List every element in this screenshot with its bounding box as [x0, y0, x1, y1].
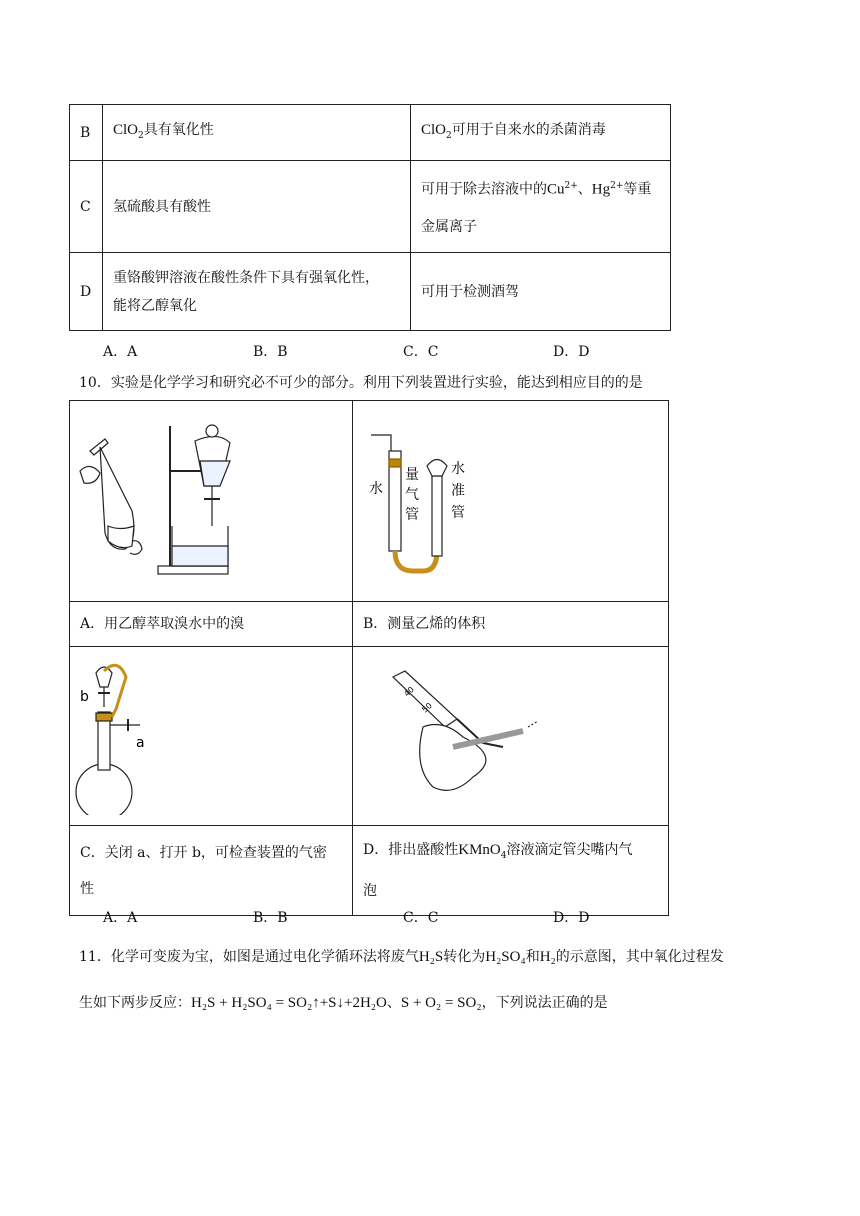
- formula: Hg: [591, 181, 611, 198]
- water-label: 水: [369, 481, 383, 497]
- row-letter: C: [70, 161, 103, 253]
- gas-tube-label-3: 管: [405, 507, 419, 523]
- use-cell: [411, 105, 671, 161]
- stem-text: 生如下两步反应：: [79, 995, 191, 1011]
- options-table: [69, 104, 671, 331]
- apparatus-table: [69, 400, 669, 916]
- superscript: 2+: [564, 180, 578, 191]
- level-tube-label-1: 水: [451, 461, 465, 477]
- answer-options: [103, 907, 703, 927]
- stem-text: 11．化学可变废为宝，如图是通过电化学循环法将废气: [79, 949, 419, 965]
- table-row: [70, 253, 671, 331]
- question-11-line1: [79, 946, 724, 966]
- option-b[interactable]: B．B: [253, 344, 288, 360]
- option-d[interactable]: D．D: [553, 344, 590, 360]
- separator: 、: [577, 181, 592, 198]
- formula: H₂SO₄: [485, 949, 526, 965]
- option-d[interactable]: D．D: [553, 910, 590, 926]
- use-text: 可用于自来水的杀菌消毒: [451, 121, 606, 138]
- formula: KMnO: [458, 841, 501, 858]
- use-cell: 可用于检测酒驾: [411, 253, 671, 331]
- stem-text: 转化为: [443, 949, 486, 965]
- equation: S + O₂ = SO₂: [400, 995, 482, 1011]
- caption-d-text: 溶液滴定管尖嘴内气: [506, 841, 633, 858]
- option-c[interactable]: C．C: [403, 910, 439, 926]
- property-cell: [103, 105, 411, 161]
- level-tube-label-3: 管: [451, 505, 465, 521]
- formula: H₂: [539, 949, 556, 965]
- row-letter: D: [70, 253, 103, 331]
- property-text: 具有氧化性: [143, 121, 214, 138]
- use-text: 可用于除去溶液中的: [421, 181, 547, 198]
- scale-50: 50: [420, 700, 434, 715]
- stem-text: ，下列说法正确的是: [481, 995, 608, 1011]
- row-letter: B: [70, 105, 103, 161]
- level-tube-label-2: 准: [451, 483, 465, 499]
- formula: Cu: [547, 181, 565, 198]
- property-text: 能将乙醇氧化: [113, 297, 197, 314]
- table-row: [70, 105, 671, 161]
- separatory-funnel-illustration: [70, 401, 352, 591]
- burette-illustration: [353, 647, 667, 815]
- scale-40: 40: [402, 684, 416, 699]
- stem-text: 和: [525, 949, 540, 965]
- caption-d: [353, 826, 669, 916]
- apparatus-a-image: [70, 401, 353, 602]
- caption-c: [70, 826, 353, 916]
- formula: H₂S: [418, 949, 444, 965]
- formula: ClO: [421, 121, 447, 138]
- option-c[interactable]: C．C: [403, 344, 439, 360]
- option-a[interactable]: A．A: [103, 344, 138, 360]
- caption-d-text: D．排出盛酸性: [363, 841, 459, 858]
- use-cell: [411, 161, 671, 253]
- formula: ClO: [113, 121, 139, 138]
- subscript: 4: [500, 850, 507, 861]
- question-11-line2: [79, 992, 608, 1012]
- clamp-a-label: a: [136, 735, 145, 751]
- apparatus-d-image: [353, 647, 669, 826]
- property-text: 重铬酸钾溶液在酸性条件下具有强氧化性，: [113, 269, 379, 286]
- use-text: 等重: [623, 181, 652, 198]
- gas-tube-label-2: 气: [405, 487, 419, 503]
- separator: 、: [386, 995, 401, 1011]
- caption-b: B．测量乙烯的体积: [353, 602, 669, 647]
- subscript: 2: [138, 130, 144, 141]
- question-10-stem: 10．实验是化学学习和研究必不可少的部分。利用下列装置进行实验，能达到相应目的的是: [79, 375, 643, 391]
- clamp-b-label: b: [80, 689, 89, 705]
- caption-c-line2: 性: [80, 880, 94, 897]
- apparatus-c-image: [70, 647, 353, 826]
- answer-options: [103, 341, 703, 361]
- subscript: 2: [446, 130, 452, 141]
- table-row: [70, 161, 671, 253]
- gas-burette-illustration: [353, 401, 667, 591]
- use-text: 金属离子: [421, 219, 477, 236]
- option-a[interactable]: A．A: [103, 910, 138, 926]
- caption-c-line1: C．关闭 a、打开 b，可检查装置的气密: [80, 844, 327, 861]
- caption-d-line2: 泡: [363, 883, 377, 900]
- superscript: 2+: [610, 180, 624, 191]
- gas-tube-label-1: 量: [405, 467, 419, 483]
- option-b[interactable]: B．B: [253, 910, 288, 926]
- property-cell: [103, 253, 411, 331]
- apparatus-b-image: [353, 401, 669, 602]
- property-cell: 氢硫酸具有酸性: [103, 161, 411, 253]
- flask-illustration: [70, 647, 352, 815]
- caption-a: A．用乙醇萃取溴水中的溴: [70, 602, 353, 647]
- equation: H₂S + H₂SO₄ = SO₂↑+S↓+2H₂O: [191, 995, 387, 1011]
- stem-text: 的示意图，其中氧化过程发: [555, 949, 724, 965]
